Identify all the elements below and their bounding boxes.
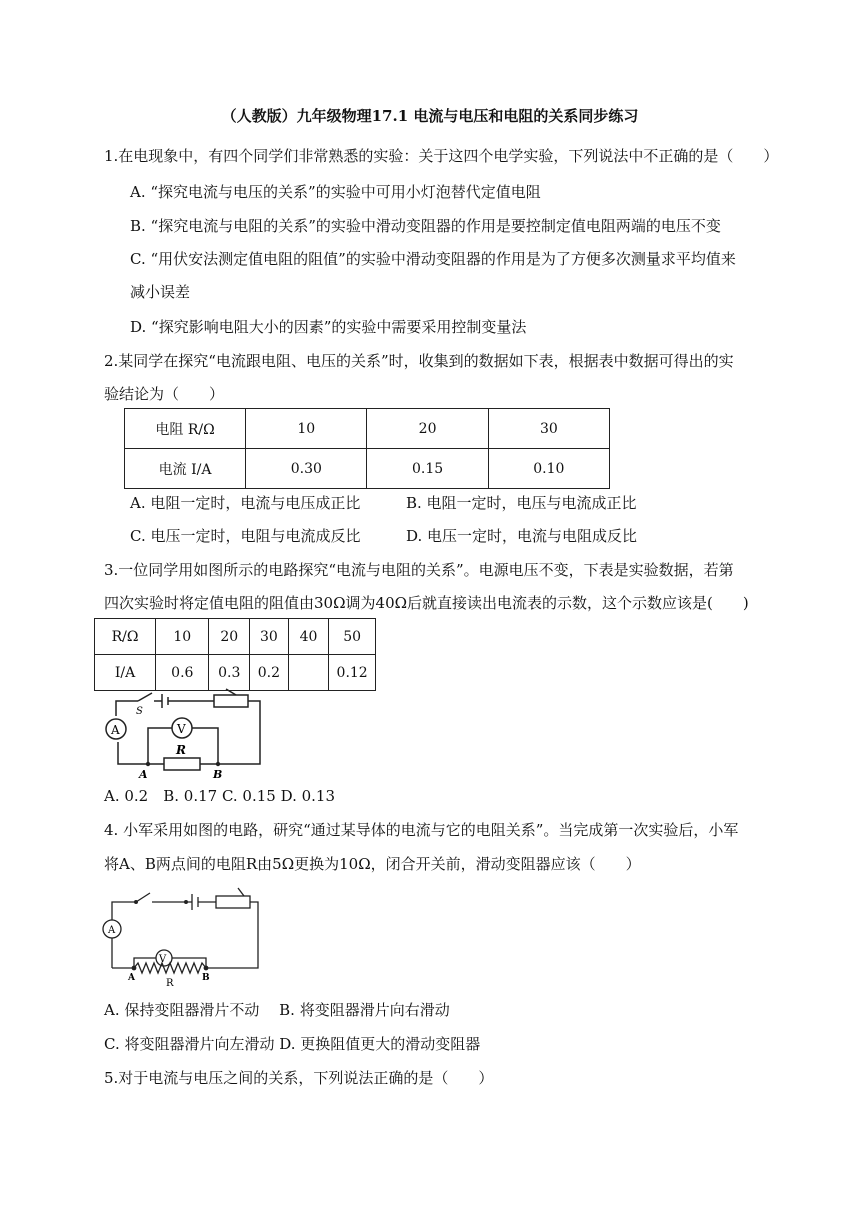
- table-cell: 0.3: [209, 655, 250, 691]
- table-cell: R/Ω: [95, 619, 156, 655]
- q4-stem: 4. 小军采用如图的电路，研究“通过某导体的电流与它的电阻关系”。当完成第一次实验后，小军: [104, 821, 739, 839]
- q3-options: A. 0.2 B. 0.17 C. 0.15 D. 0.13: [104, 787, 336, 805]
- voltmeter-icon: V: [177, 722, 186, 736]
- q2-stem: 2.某同学在探究“电流跟电阻、电压的关系”时，收集到的数据如下表，根据表中数据可得出的实: [104, 352, 734, 370]
- q1-stem: 1.在电现象中，有四个同学们非常熟悉的实验：关于这四个电学实验，下列说法中不正确的是（ ）: [104, 147, 779, 165]
- q2-option-b: B. 电阻一定时，电压与电流成正比: [406, 494, 637, 512]
- table-cell: 0.10: [488, 449, 609, 489]
- q1-option-a: A. “探究电流与电压的关系”的实验中可用小灯泡替代定值电阻: [130, 183, 541, 201]
- point-a-label: A: [139, 768, 148, 781]
- point-a-label: A: [128, 973, 135, 983]
- q1-option-c-cont: 减小误差: [130, 283, 191, 301]
- point-b-label: B: [213, 768, 223, 781]
- table-cell: 50: [329, 619, 376, 655]
- table-cell: 10: [156, 619, 209, 655]
- ammeter-icon: A: [108, 925, 116, 936]
- table-cell: 40: [288, 619, 329, 655]
- voltmeter-icon: V: [159, 954, 167, 965]
- table-cell: 0.6: [156, 655, 209, 691]
- table-cell: I/A: [95, 655, 156, 691]
- table-cell: 0.12: [329, 655, 376, 691]
- page-title: （人教版）九年级物理17.1 电流与电压和电阻的关系同步练习: [221, 107, 639, 125]
- table-cell: 30: [488, 409, 609, 449]
- q3-stem: 3.一位同学用如图所示的电路探究“电流与电阻的关系”。电源电压不变，下表是实验数据，若第: [104, 561, 734, 579]
- q4-options-cd: C. 将变阻器滑片向左滑动 D. 更换阻值更大的滑动变阻器: [104, 1035, 481, 1053]
- q2-option-a: A. 电阻一定时，电流与电压成正比: [130, 494, 361, 512]
- q1-option-d: D. “探究影响电阻大小的因素”的实验中需要采用控制变量法: [130, 318, 527, 336]
- table-cell: 20: [367, 409, 488, 449]
- q3-data-table: [94, 618, 376, 691]
- q5-stem: 5.对于电流与电压之间的关系，下列说法正确的是（ ）: [104, 1069, 494, 1087]
- table-row: [125, 409, 610, 449]
- q3-stem-cont: 四次实验时将定值电阻的阻值由30Ω调为40Ω后就直接读出电流表的示数，这个示数应该是( ): [104, 594, 749, 612]
- table-cell: 0.2: [250, 655, 289, 691]
- table-cell: 电流 I/A: [125, 449, 246, 489]
- table-cell: 10: [246, 409, 367, 449]
- resistor-label: R: [176, 743, 186, 757]
- q4-stem-cont: 将A、B两点间的电阻R由5Ω更换为10Ω，闭合开关前，滑动变阻器应该（ ）: [104, 855, 641, 873]
- q3-circuit-diagram: [96, 686, 270, 782]
- q4-options-ab: A. 保持变阻器滑片不动 B. 将变阻器滑片向右滑动: [104, 1001, 450, 1019]
- table-cell: 0.30: [246, 449, 367, 489]
- q2-option-c: C. 电压一定时，电阻与电流成反比: [130, 527, 361, 545]
- table-cell: 电阻 R/Ω: [125, 409, 246, 449]
- ammeter-icon: A: [111, 723, 120, 737]
- table-cell: 20: [209, 619, 250, 655]
- table-cell: 30: [250, 619, 289, 655]
- table-cell: 0.15: [367, 449, 488, 489]
- q2-data-table: [124, 408, 610, 489]
- table-row: [125, 449, 610, 489]
- q1-option-c: C. “用伏安法测定值电阻的阻值”的实验中滑动变阻器的作用是为了方便多次测量求平均值来: [130, 250, 736, 268]
- table-cell: [288, 655, 329, 691]
- point-b-label: B: [202, 973, 210, 983]
- resistor-label: R: [166, 978, 174, 989]
- q2-stem-cont: 验结论为（ ）: [104, 385, 225, 403]
- q2-option-d: D. 电压一定时，电流与电阻成反比: [406, 527, 638, 545]
- q4-circuit-diagram: [98, 882, 268, 990]
- table-row: [95, 619, 376, 655]
- switch-label: S: [136, 706, 143, 717]
- q1-option-b: B. “探究电流与电阻的关系”的实验中滑动变阻器的作用是要控制定值电阻两端的电压不变: [130, 217, 721, 235]
